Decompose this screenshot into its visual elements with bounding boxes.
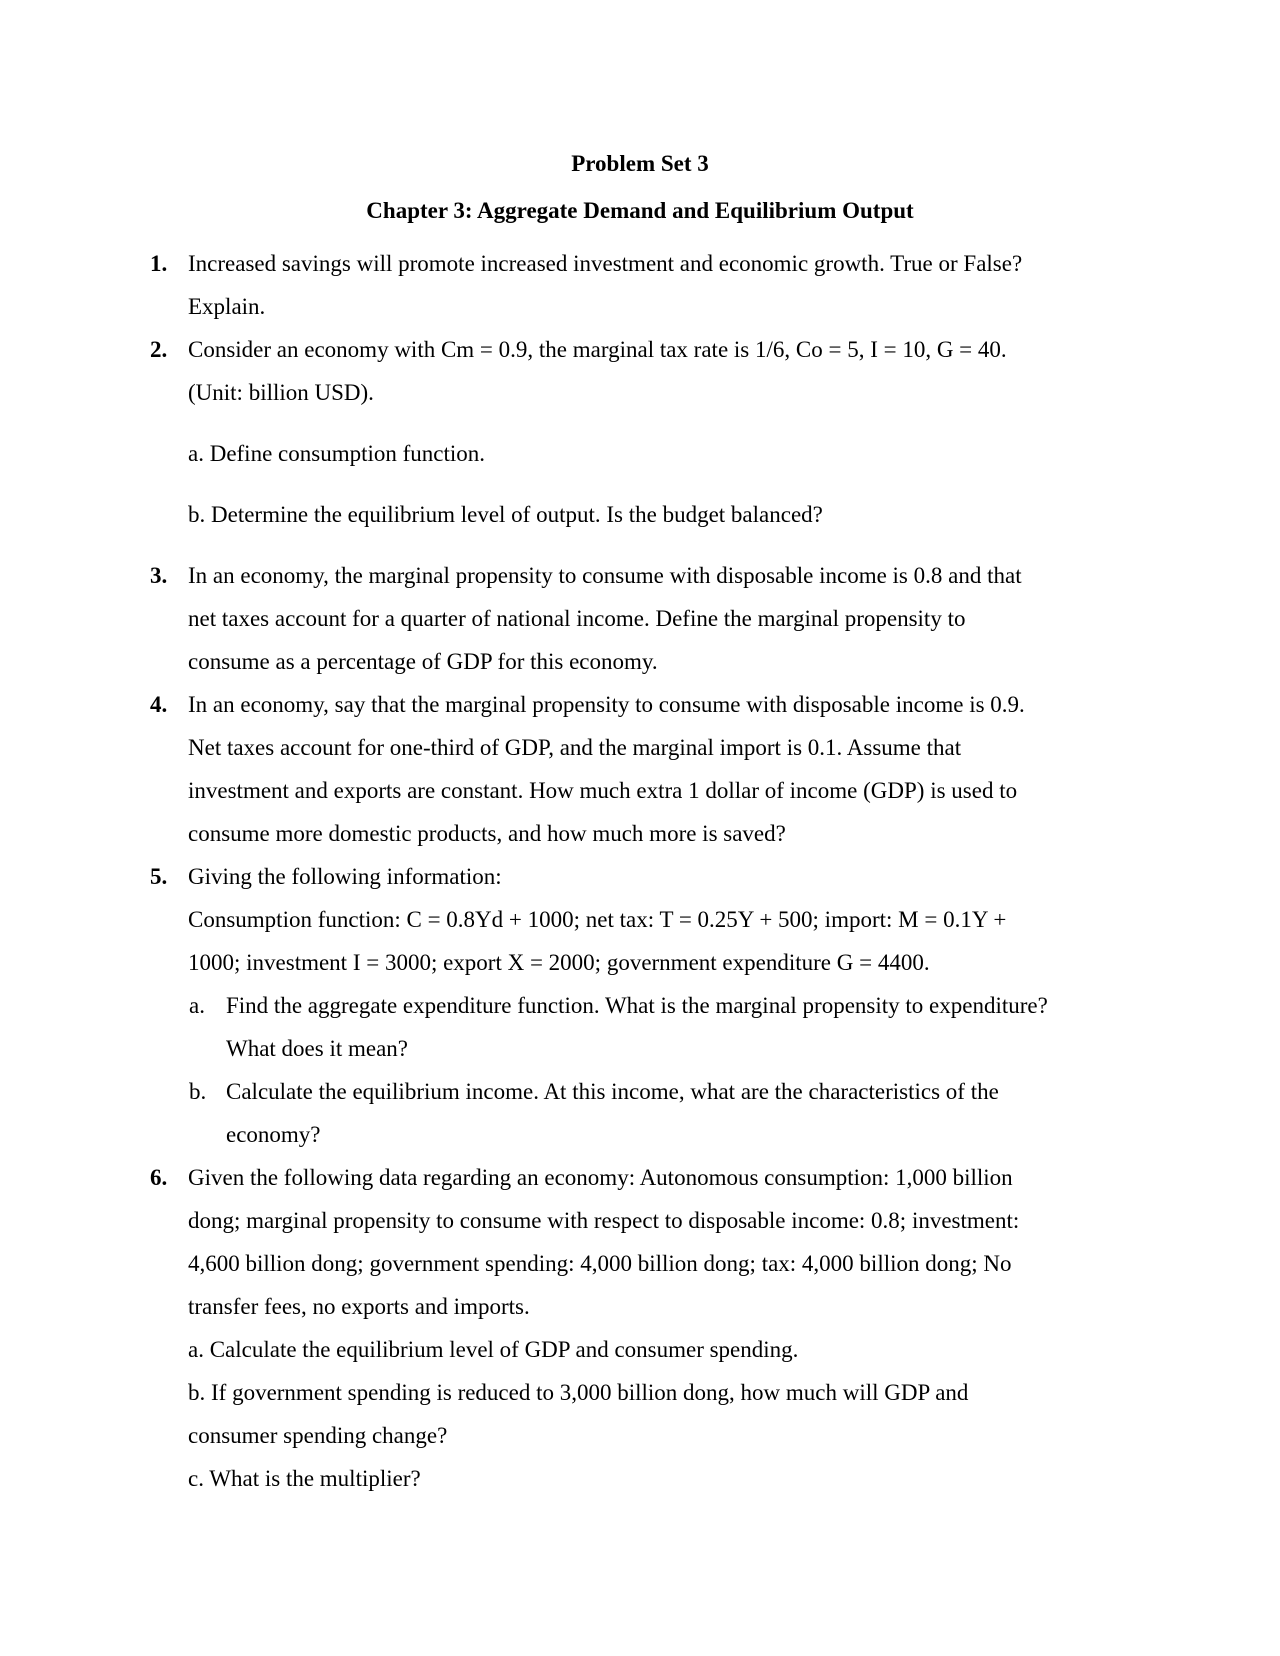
question-2-part-b: b. Determine the equilibrium level of output. Is the budget balanced? bbox=[188, 502, 823, 527]
question-4-line-3: investment and exports are constant. How much extra 1 dollar of income (GDP) is used to bbox=[188, 778, 1018, 803]
question-5-number: 5. bbox=[150, 864, 168, 889]
question-3-line-1: In an economy, the marginal propensity to consume with disposable income is 0.8 and that bbox=[188, 563, 1022, 588]
question-2-part-a: a. Define consumption function. bbox=[188, 441, 486, 466]
question-4-line-2: Net taxes account for one-third of GDP, and the marginal import is 0.1. Assume that bbox=[188, 735, 962, 760]
question-4-number: 4. bbox=[150, 692, 168, 717]
question-5-part-b-letter: b. bbox=[189, 1079, 207, 1104]
question-1-line-2: Explain. bbox=[188, 294, 266, 319]
question-6-part-b-line-1: b. If government spending is reduced to 3,000 billion dong, how much will GDP and bbox=[188, 1380, 969, 1405]
question-3-line-2: net taxes account for a quarter of national income. Define the marginal propensity to bbox=[188, 606, 966, 631]
question-1-line-1: Increased savings will promote increased investment and economic growth. True or False? bbox=[188, 251, 1023, 276]
question-5-part-b-line-1: Calculate the equilibrium income. At this income, what are the characteristics of the bbox=[226, 1079, 999, 1104]
question-6-part-c: c. What is the multiplier? bbox=[188, 1466, 421, 1491]
question-5-line-1: Giving the following information: bbox=[188, 864, 502, 889]
question-6-number: 6. bbox=[150, 1165, 168, 1190]
question-5-part-a-line-2: What does it mean? bbox=[226, 1036, 409, 1061]
question-5-part-b-line-2: economy? bbox=[226, 1122, 321, 1147]
question-6-line-1: Given the following data regarding an economy: Autonomous consumption: 1,000 billion bbox=[188, 1165, 1013, 1190]
question-3-line-3: consume as a percentage of GDP for this economy. bbox=[188, 649, 658, 674]
question-5-line-3: 1000; investment I = 3000; export X = 2000; government expenditure G = 4400. bbox=[188, 950, 930, 975]
question-2-number: 2. bbox=[150, 337, 168, 362]
question-5-part-a-letter: a. bbox=[189, 993, 205, 1018]
question-1-number: 1. bbox=[150, 251, 168, 276]
question-6-line-4: transfer fees, no exports and imports. bbox=[188, 1294, 530, 1319]
question-6-part-a: a. Calculate the equilibrium level of GDP and consumer spending. bbox=[188, 1337, 799, 1362]
question-4-line-4: consume more domestic products, and how much more is saved? bbox=[188, 821, 786, 846]
document-title: Problem Set 3 bbox=[571, 151, 709, 176]
question-2-line-2: (Unit: billion USD). bbox=[188, 380, 374, 405]
question-6-part-b-line-2: consumer spending change? bbox=[188, 1423, 448, 1448]
question-5-part-a-line-1: Find the aggregate expenditure function. What is the marginal propensity to expenditure? bbox=[226, 993, 1048, 1018]
chapter-heading: Chapter 3: Aggregate Demand and Equilibrium Output bbox=[366, 198, 914, 223]
question-2-line-1: Consider an economy with Cm = 0.9, the marginal tax rate is 1/6, Co = 5, I = 10, G = 40. bbox=[188, 337, 1007, 362]
question-6-line-3: 4,600 billion dong; government spending: 4,000 billion dong; tax: 4,000 billion dong; No bbox=[188, 1251, 1012, 1276]
question-6-line-2: dong; marginal propensity to consume with respect to disposable income: 0.8; investment: bbox=[188, 1208, 1020, 1233]
question-5-line-2: Consumption function: C = 0.8Yd + 1000; net tax: T = 0.25Y + 500; import: M = 0.1Y + bbox=[188, 907, 1007, 932]
question-4-line-1: In an economy, say that the marginal propensity to consume with disposable income is 0.9. bbox=[188, 692, 1025, 717]
question-3-number: 3. bbox=[150, 563, 168, 588]
